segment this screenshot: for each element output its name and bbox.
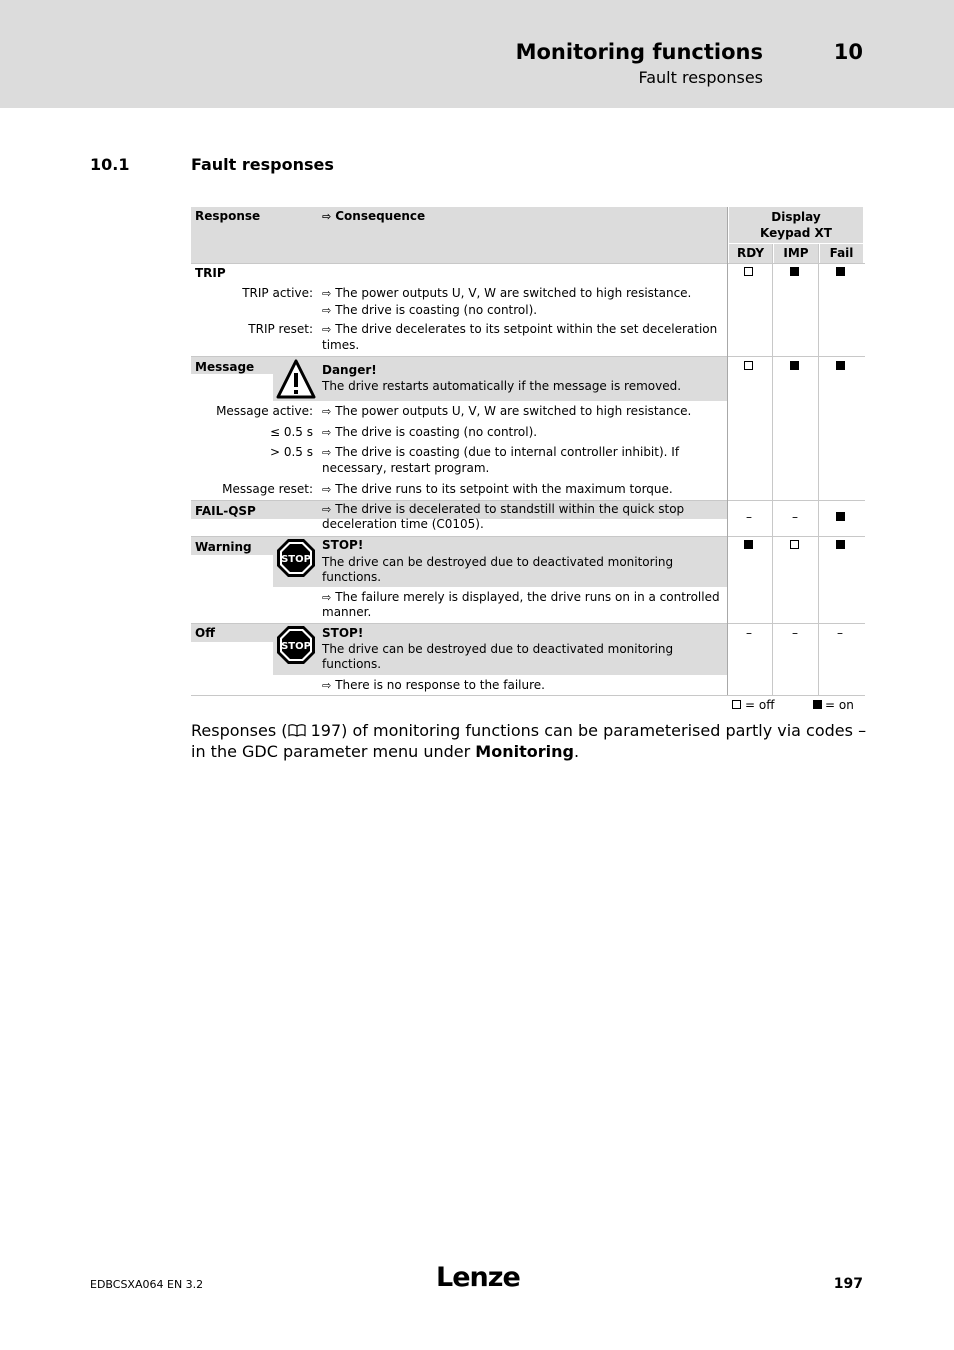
warning-consequence: ⇨ The failure merely is displayed, the drive runs on in a controlled [322, 590, 720, 604]
document-id: EDBCSXA064 EN 3.2 [90, 1278, 204, 1291]
legend-on-symbol [813, 700, 822, 709]
trip-active-consequence: ⇨ The drive is coasting (no control). [322, 303, 538, 317]
off-stop-title: STOP! [322, 626, 364, 640]
response-message: Message [195, 360, 255, 374]
divider [191, 695, 865, 696]
section-number: 10.1 [90, 155, 130, 174]
danger-title: Danger! [322, 363, 377, 377]
response-off: Off [195, 626, 215, 640]
column-header-display: Display [771, 210, 821, 224]
message-le-consequence: ⇨ The drive is coasting (no control). [322, 425, 538, 439]
message-gt-label: > 0.5 s [269, 445, 313, 459]
trip-active-label: TRIP active: [242, 286, 313, 300]
brand-logo: Lenze [436, 1262, 520, 1293]
warning-stop-text: The drive can be destroyed due to deactivated monitoring [322, 555, 674, 569]
failqsp-imp-indicator: – [792, 510, 798, 524]
failqsp-rdy-indicator: – [746, 510, 752, 524]
svg-text:STOP: STOP [281, 554, 311, 565]
column-header-rdy: RDY [736, 246, 765, 260]
message-gt-consequence: ⇨ The drive is coasting (due to internal controller inhibit). If [322, 445, 680, 459]
danger-text: The drive restarts automatically if the message is removed. [322, 379, 682, 393]
off-stop-text-cont: functions. [322, 657, 382, 671]
warning-stop-title: STOP! [322, 538, 364, 552]
off-fail-indicator: – [837, 626, 843, 640]
divider [191, 500, 865, 501]
failqsp-consequence: ⇨ The drive is decelerated to standstill within the quick stop [322, 502, 685, 516]
divider [191, 536, 865, 537]
message-active-label: Message active: [216, 404, 313, 418]
column-header-fail: Fail [829, 246, 854, 260]
table-header-bg [191, 207, 727, 263]
message-gt-consequence-cont: necessary, restart program. [322, 461, 490, 475]
chapter-number: 10 [833, 40, 863, 64]
message-active-consequence: ⇨ The power outputs U, V, W are switched to high resistance. [322, 404, 692, 418]
message-reset-consequence: ⇨ The drive runs to its setpoint with the maximum torque. [322, 482, 673, 496]
chapter-subtitle: Fault responses [638, 68, 763, 87]
legend-off-symbol [732, 700, 741, 709]
off-stop-text: The drive can be destroyed due to deactivated monitoring [322, 642, 674, 656]
trip-reset-consequence: ⇨ The drive decelerates to its setpoint within the set deceleration [322, 322, 718, 336]
trip-active-consequence: ⇨ The power outputs U, V, W are switched to high resistance. [322, 286, 692, 300]
svg-text:STOP: STOP [281, 641, 311, 652]
message-fail-indicator [836, 361, 845, 370]
divider [191, 356, 865, 357]
off-consequence: ⇨ There is no response to the failure. [322, 678, 545, 692]
column-header-response: Response [195, 209, 261, 223]
warning-rdy-indicator [744, 540, 753, 549]
warning-stop-text-cont: functions. [322, 570, 382, 584]
message-rdy-indicator [744, 361, 753, 370]
divider [772, 244, 773, 695]
divider [727, 207, 728, 695]
message-le-label: ≤ 0.5 s [269, 425, 313, 439]
legend-off: = off [745, 698, 775, 712]
response-failqsp: FAIL-QSP [195, 504, 256, 518]
message-reset-label: Message reset: [222, 482, 313, 496]
trip-imp-indicator [790, 267, 799, 276]
off-imp-indicator: – [792, 626, 798, 640]
trip-reset-consequence-cont: times. [322, 338, 360, 352]
warning-fail-indicator [836, 540, 845, 549]
warning-consequence-cont: manner. [322, 605, 372, 619]
danger-warning-icon [276, 359, 316, 399]
response-trip: TRIP [195, 266, 226, 280]
page-number: 197 [833, 1276, 863, 1292]
trip-fail-indicator [836, 267, 845, 276]
response-warning: Warning [195, 540, 252, 554]
trip-reset-label: TRIP reset: [248, 322, 313, 336]
failqsp-consequence-cont: deceleration time (C0105). [322, 517, 484, 531]
book-reference-icon [288, 724, 306, 737]
body-paragraph: Responses ( 197) of monitoring functions can be parameterised partly via codes – in the GDC parameter menu under Monitoring. [191, 721, 867, 761]
trip-rdy-indicator [744, 267, 753, 276]
column-header-keypad: Keypad XT [760, 226, 832, 240]
column-header-imp: IMP [783, 246, 809, 260]
section-title: Fault responses [191, 155, 334, 174]
column-header-consequence: ⇨ Consequence [322, 209, 426, 223]
off-rdy-indicator: – [746, 626, 752, 640]
failqsp-fail-indicator [836, 512, 845, 521]
warning-imp-indicator [790, 540, 799, 549]
divider [191, 263, 865, 264]
divider [818, 244, 819, 695]
stop-sign-icon [276, 538, 316, 578]
divider [191, 623, 865, 624]
stop-sign-icon [276, 625, 316, 665]
chapter-title: Monitoring functions [515, 40, 763, 64]
message-imp-indicator [790, 361, 799, 370]
legend-on: = on [825, 698, 854, 712]
